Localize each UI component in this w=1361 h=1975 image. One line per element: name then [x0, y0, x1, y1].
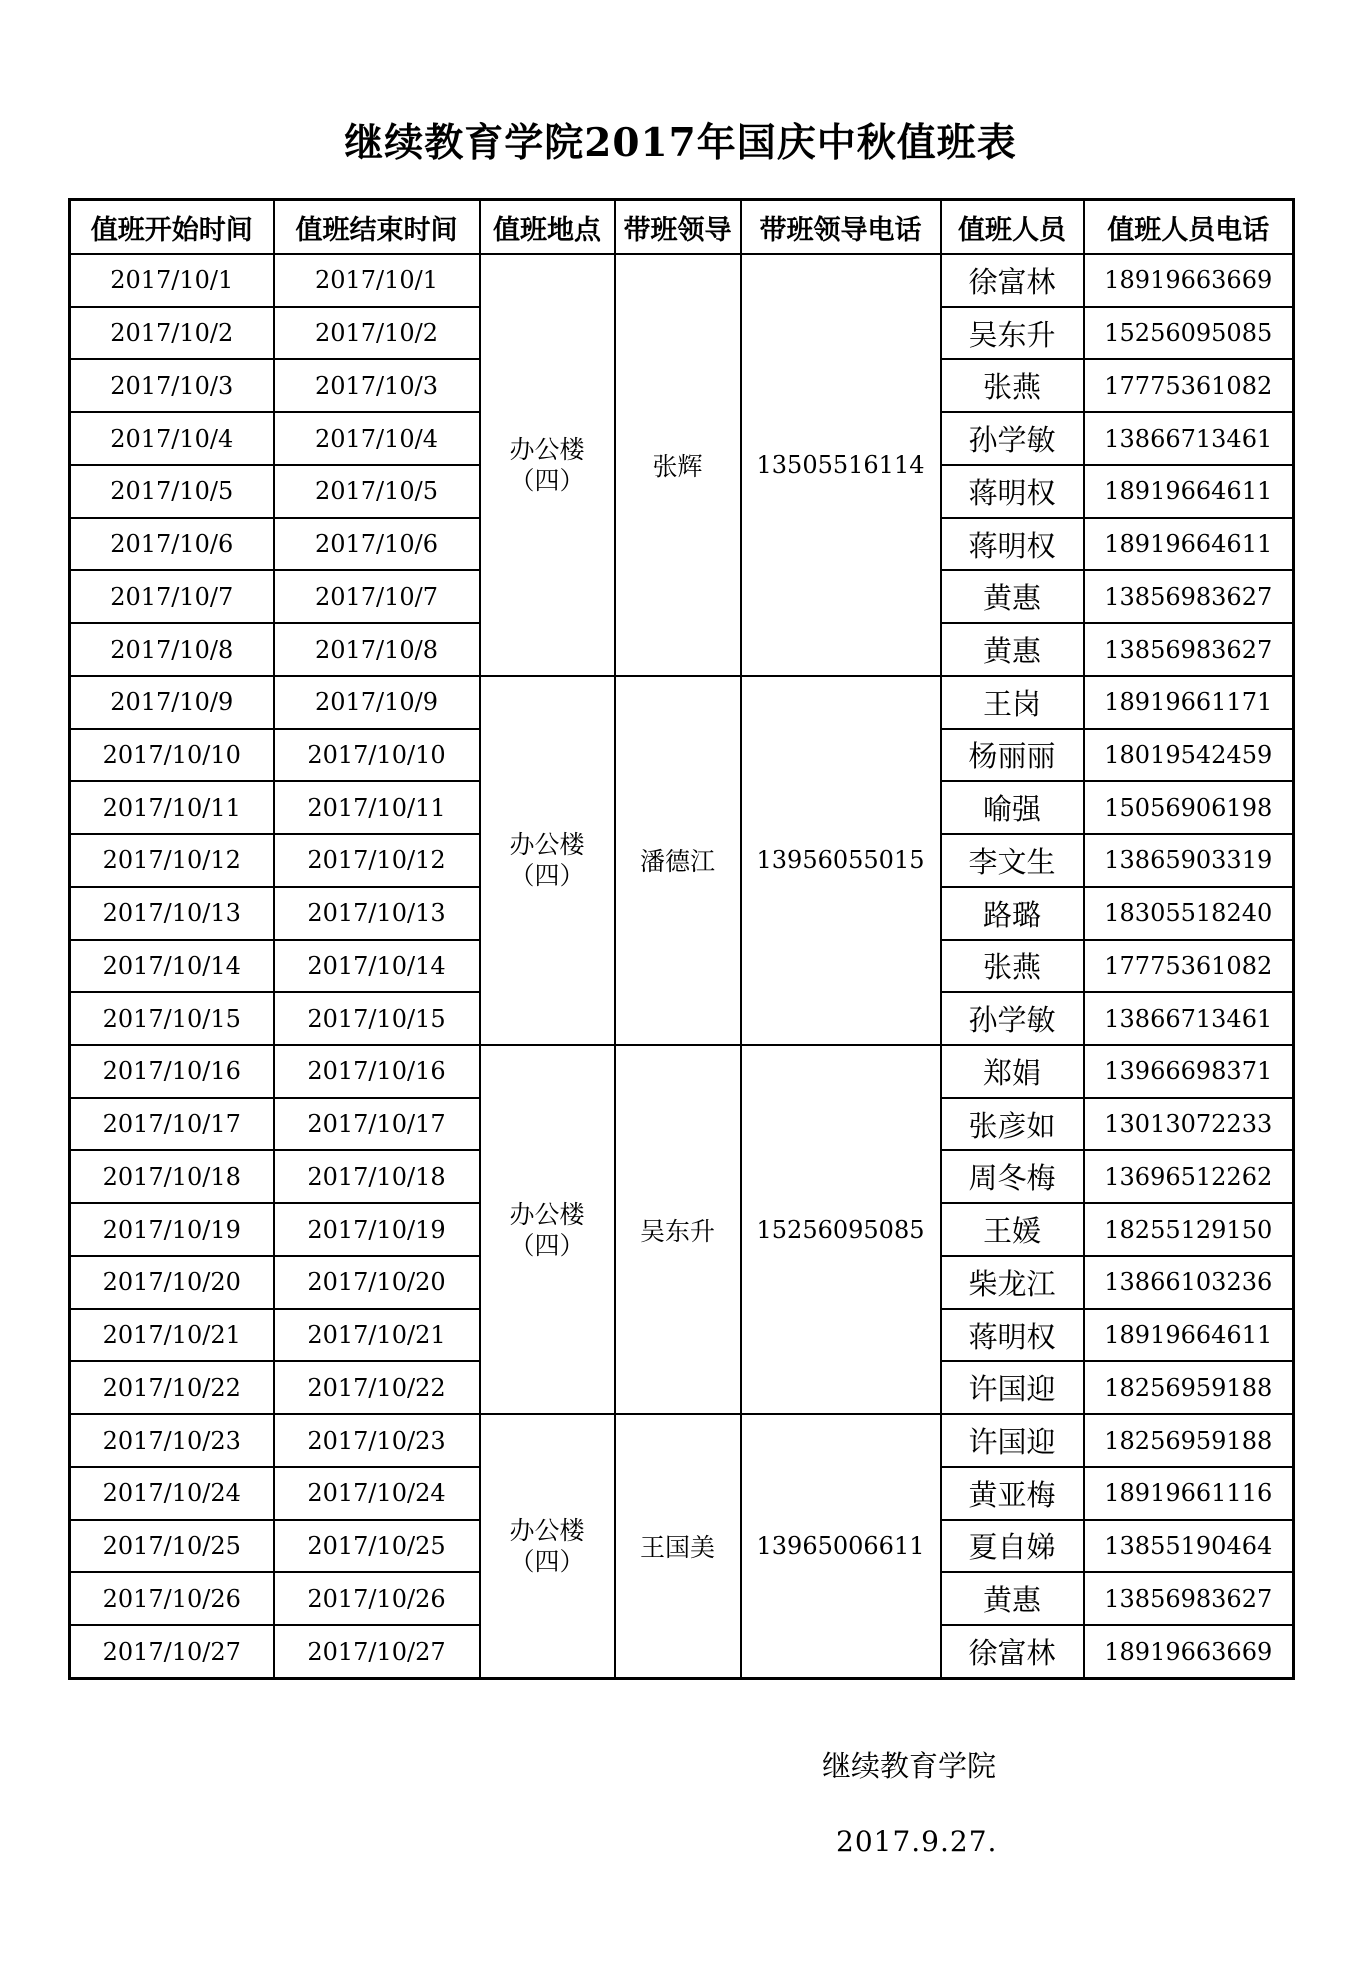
location-cell — [480, 1045, 615, 1414]
header-staff: 值班人员 — [941, 200, 1084, 255]
end-time-cell: 2017/10/25 — [274, 1520, 480, 1573]
end-time-cell: 2017/10/1 — [274, 254, 480, 307]
start-time-cell: 2017/10/20 — [70, 1256, 274, 1309]
staff-phone-cell: 13856983627 — [1084, 570, 1294, 623]
start-time-cell: 2017/10/12 — [70, 834, 274, 887]
roster-body — [70, 254, 1294, 1679]
start-time-cell: 2017/10/24 — [70, 1467, 274, 1520]
end-time-cell: 2017/10/20 — [274, 1256, 480, 1309]
staff-phone-cell: 13966698371 — [1084, 1045, 1294, 1098]
staff-phone-cell: 18919661171 — [1084, 676, 1294, 729]
staff-phone-cell: 13865903319 — [1084, 834, 1294, 887]
staff-phone-cell: 13696512262 — [1084, 1150, 1294, 1203]
staff-phone-cell: 15056906198 — [1084, 781, 1294, 834]
start-time-cell: 2017/10/15 — [70, 992, 274, 1045]
staff-name-cell: 黄惠 — [941, 1572, 1084, 1625]
staff-name-cell: 喻强 — [941, 781, 1084, 834]
start-time-cell: 2017/10/9 — [70, 676, 274, 729]
end-time-cell: 2017/10/3 — [274, 359, 480, 412]
end-time-cell: 2017/10/16 — [274, 1045, 480, 1098]
staff-phone-cell: 18305518240 — [1084, 887, 1294, 940]
staff-name-cell: 黄惠 — [941, 623, 1084, 676]
end-time-cell: 2017/10/21 — [274, 1309, 480, 1362]
staff-name-cell: 柴龙江 — [941, 1256, 1084, 1309]
location-cell — [480, 1414, 615, 1678]
header-start-time: 值班开始时间 — [70, 200, 274, 255]
end-time-cell: 2017/10/23 — [274, 1414, 480, 1467]
start-time-cell: 2017/10/21 — [70, 1309, 274, 1362]
start-time-cell: 2017/10/18 — [70, 1150, 274, 1203]
end-time-cell: 2017/10/10 — [274, 729, 480, 782]
staff-phone-cell: 17775361082 — [1084, 940, 1294, 993]
header-staff-phone: 值班人员电话 — [1084, 200, 1294, 255]
leader-phone-cell: 15256095085 — [741, 1045, 941, 1414]
staff-name-cell: 蒋明权 — [941, 465, 1084, 518]
staff-name-cell: 杨丽丽 — [941, 729, 1084, 782]
staff-name-cell: 周冬梅 — [941, 1150, 1084, 1203]
staff-name-cell: 孙学敏 — [941, 992, 1084, 1045]
staff-name-cell: 许国迎 — [941, 1414, 1084, 1467]
location-line: （四） — [509, 465, 585, 495]
staff-name-cell: 徐富林 — [941, 1625, 1084, 1678]
table-row — [70, 1414, 1294, 1467]
location-cell — [480, 676, 615, 1045]
header-row — [70, 200, 1294, 255]
end-time-cell: 2017/10/9 — [274, 676, 480, 729]
location-line: 办公楼 — [509, 1199, 585, 1229]
staff-name-cell: 郑娟 — [941, 1045, 1084, 1098]
table-row — [70, 254, 1294, 307]
end-time-cell: 2017/10/15 — [274, 992, 480, 1045]
end-time-cell: 2017/10/2 — [274, 307, 480, 360]
leader-cell: 吴东升 — [615, 1045, 741, 1414]
location-line: 办公楼 — [509, 1516, 585, 1546]
staff-phone-cell: 18919663669 — [1084, 1625, 1294, 1678]
staff-name-cell: 路璐 — [941, 887, 1084, 940]
start-time-cell: 2017/10/6 — [70, 518, 274, 571]
leader-phone-cell: 13965006611 — [741, 1414, 941, 1678]
end-time-cell: 2017/10/17 — [274, 1098, 480, 1151]
staff-phone-cell: 13856983627 — [1084, 623, 1294, 676]
end-time-cell: 2017/10/24 — [274, 1467, 480, 1520]
table-row — [70, 1045, 1294, 1098]
staff-phone-cell: 18919664611 — [1084, 1309, 1294, 1362]
staff-name-cell: 张彦如 — [941, 1098, 1084, 1151]
staff-phone-cell: 18019542459 — [1084, 729, 1294, 782]
staff-phone-cell: 18919664611 — [1084, 518, 1294, 571]
staff-name-cell: 黄亚梅 — [941, 1467, 1084, 1520]
start-time-cell: 2017/10/10 — [70, 729, 274, 782]
start-time-cell: 2017/10/1 — [70, 254, 274, 307]
start-time-cell: 2017/10/26 — [70, 1572, 274, 1625]
staff-phone-cell: 13856983627 — [1084, 1572, 1294, 1625]
end-time-cell: 2017/10/4 — [274, 412, 480, 465]
start-time-cell: 2017/10/27 — [70, 1625, 274, 1678]
staff-phone-cell: 13013072233 — [1084, 1098, 1294, 1151]
staff-name-cell: 许国迎 — [941, 1361, 1084, 1414]
start-time-cell: 2017/10/5 — [70, 465, 274, 518]
end-time-cell: 2017/10/13 — [274, 887, 480, 940]
staff-phone-cell: 13866103236 — [1084, 1256, 1294, 1309]
start-time-cell: 2017/10/25 — [70, 1520, 274, 1573]
staff-phone-cell: 13866713461 — [1084, 992, 1294, 1045]
end-time-cell: 2017/10/12 — [274, 834, 480, 887]
start-time-cell: 2017/10/14 — [70, 940, 274, 993]
start-time-cell: 2017/10/4 — [70, 412, 274, 465]
staff-name-cell: 徐富林 — [941, 254, 1084, 307]
location-line: （四） — [509, 1230, 585, 1260]
staff-name-cell: 吴东升 — [941, 307, 1084, 360]
staff-name-cell: 蒋明权 — [941, 1309, 1084, 1362]
location-line: 办公楼 — [509, 830, 585, 860]
signature-date: 2017.9.27. — [836, 1825, 998, 1858]
location-line: （四） — [509, 861, 585, 891]
staff-name-cell: 张燕 — [941, 359, 1084, 412]
start-time-cell: 2017/10/8 — [70, 623, 274, 676]
end-time-cell: 2017/10/5 — [274, 465, 480, 518]
start-time-cell: 2017/10/3 — [70, 359, 274, 412]
end-time-cell: 2017/10/14 — [274, 940, 480, 993]
start-time-cell: 2017/10/7 — [70, 570, 274, 623]
staff-name-cell: 李文生 — [941, 834, 1084, 887]
header-leader: 带班领导 — [615, 200, 741, 255]
end-time-cell: 2017/10/6 — [274, 518, 480, 571]
leader-cell: 王国美 — [615, 1414, 741, 1678]
end-time-cell: 2017/10/18 — [274, 1150, 480, 1203]
staff-name-cell: 夏自娣 — [941, 1520, 1084, 1573]
start-time-cell: 2017/10/2 — [70, 307, 274, 360]
start-time-cell: 2017/10/16 — [70, 1045, 274, 1098]
leader-cell: 张辉 — [615, 254, 741, 676]
staff-name-cell: 张燕 — [941, 940, 1084, 993]
staff-name-cell: 蒋明权 — [941, 518, 1084, 571]
staff-phone-cell: 13855190464 — [1084, 1520, 1294, 1573]
staff-phone-cell: 15256095085 — [1084, 307, 1294, 360]
table-row — [70, 676, 1294, 729]
location-line: （四） — [509, 1547, 585, 1577]
page-title: 继续教育学院2017年国庆中秋值班表 — [344, 120, 1017, 166]
leader-phone-cell: 13505516114 — [741, 254, 941, 676]
start-time-cell: 2017/10/22 — [70, 1361, 274, 1414]
location-cell — [480, 254, 615, 676]
start-time-cell: 2017/10/19 — [70, 1203, 274, 1256]
staff-phone-cell: 18919661116 — [1084, 1467, 1294, 1520]
end-time-cell: 2017/10/27 — [274, 1625, 480, 1678]
header-leader-phone: 带班领导电话 — [741, 200, 941, 255]
start-time-cell: 2017/10/17 — [70, 1098, 274, 1151]
staff-phone-cell: 18919664611 — [1084, 465, 1294, 518]
start-time-cell: 2017/10/13 — [70, 887, 274, 940]
staff-phone-cell: 18256959188 — [1084, 1414, 1294, 1467]
staff-name-cell: 黄惠 — [941, 570, 1084, 623]
end-time-cell: 2017/10/22 — [274, 1361, 480, 1414]
staff-name-cell: 王媛 — [941, 1203, 1084, 1256]
header-end-time: 值班结束时间 — [274, 200, 480, 255]
staff-phone-cell: 17775361082 — [1084, 359, 1294, 412]
staff-phone-cell: 18919663669 — [1084, 254, 1294, 307]
start-time-cell: 2017/10/23 — [70, 1414, 274, 1467]
location-line: 办公楼 — [509, 434, 585, 464]
end-time-cell: 2017/10/11 — [274, 781, 480, 834]
duty-roster-table — [68, 198, 1295, 1680]
start-time-cell: 2017/10/11 — [70, 781, 274, 834]
staff-name-cell: 孙学敏 — [941, 412, 1084, 465]
end-time-cell: 2017/10/8 — [274, 623, 480, 676]
end-time-cell: 2017/10/26 — [274, 1572, 480, 1625]
leader-phone-cell: 13956055015 — [741, 676, 941, 1045]
staff-phone-cell: 18255129150 — [1084, 1203, 1294, 1256]
header-location: 值班地点 — [480, 200, 615, 255]
end-time-cell: 2017/10/19 — [274, 1203, 480, 1256]
leader-cell: 潘德江 — [615, 676, 741, 1045]
staff-phone-cell: 13866713461 — [1084, 412, 1294, 465]
signature-org: 继续教育学院 — [822, 1749, 997, 1783]
end-time-cell: 2017/10/7 — [274, 570, 480, 623]
staff-phone-cell: 18256959188 — [1084, 1361, 1294, 1414]
staff-name-cell: 王岗 — [941, 676, 1084, 729]
